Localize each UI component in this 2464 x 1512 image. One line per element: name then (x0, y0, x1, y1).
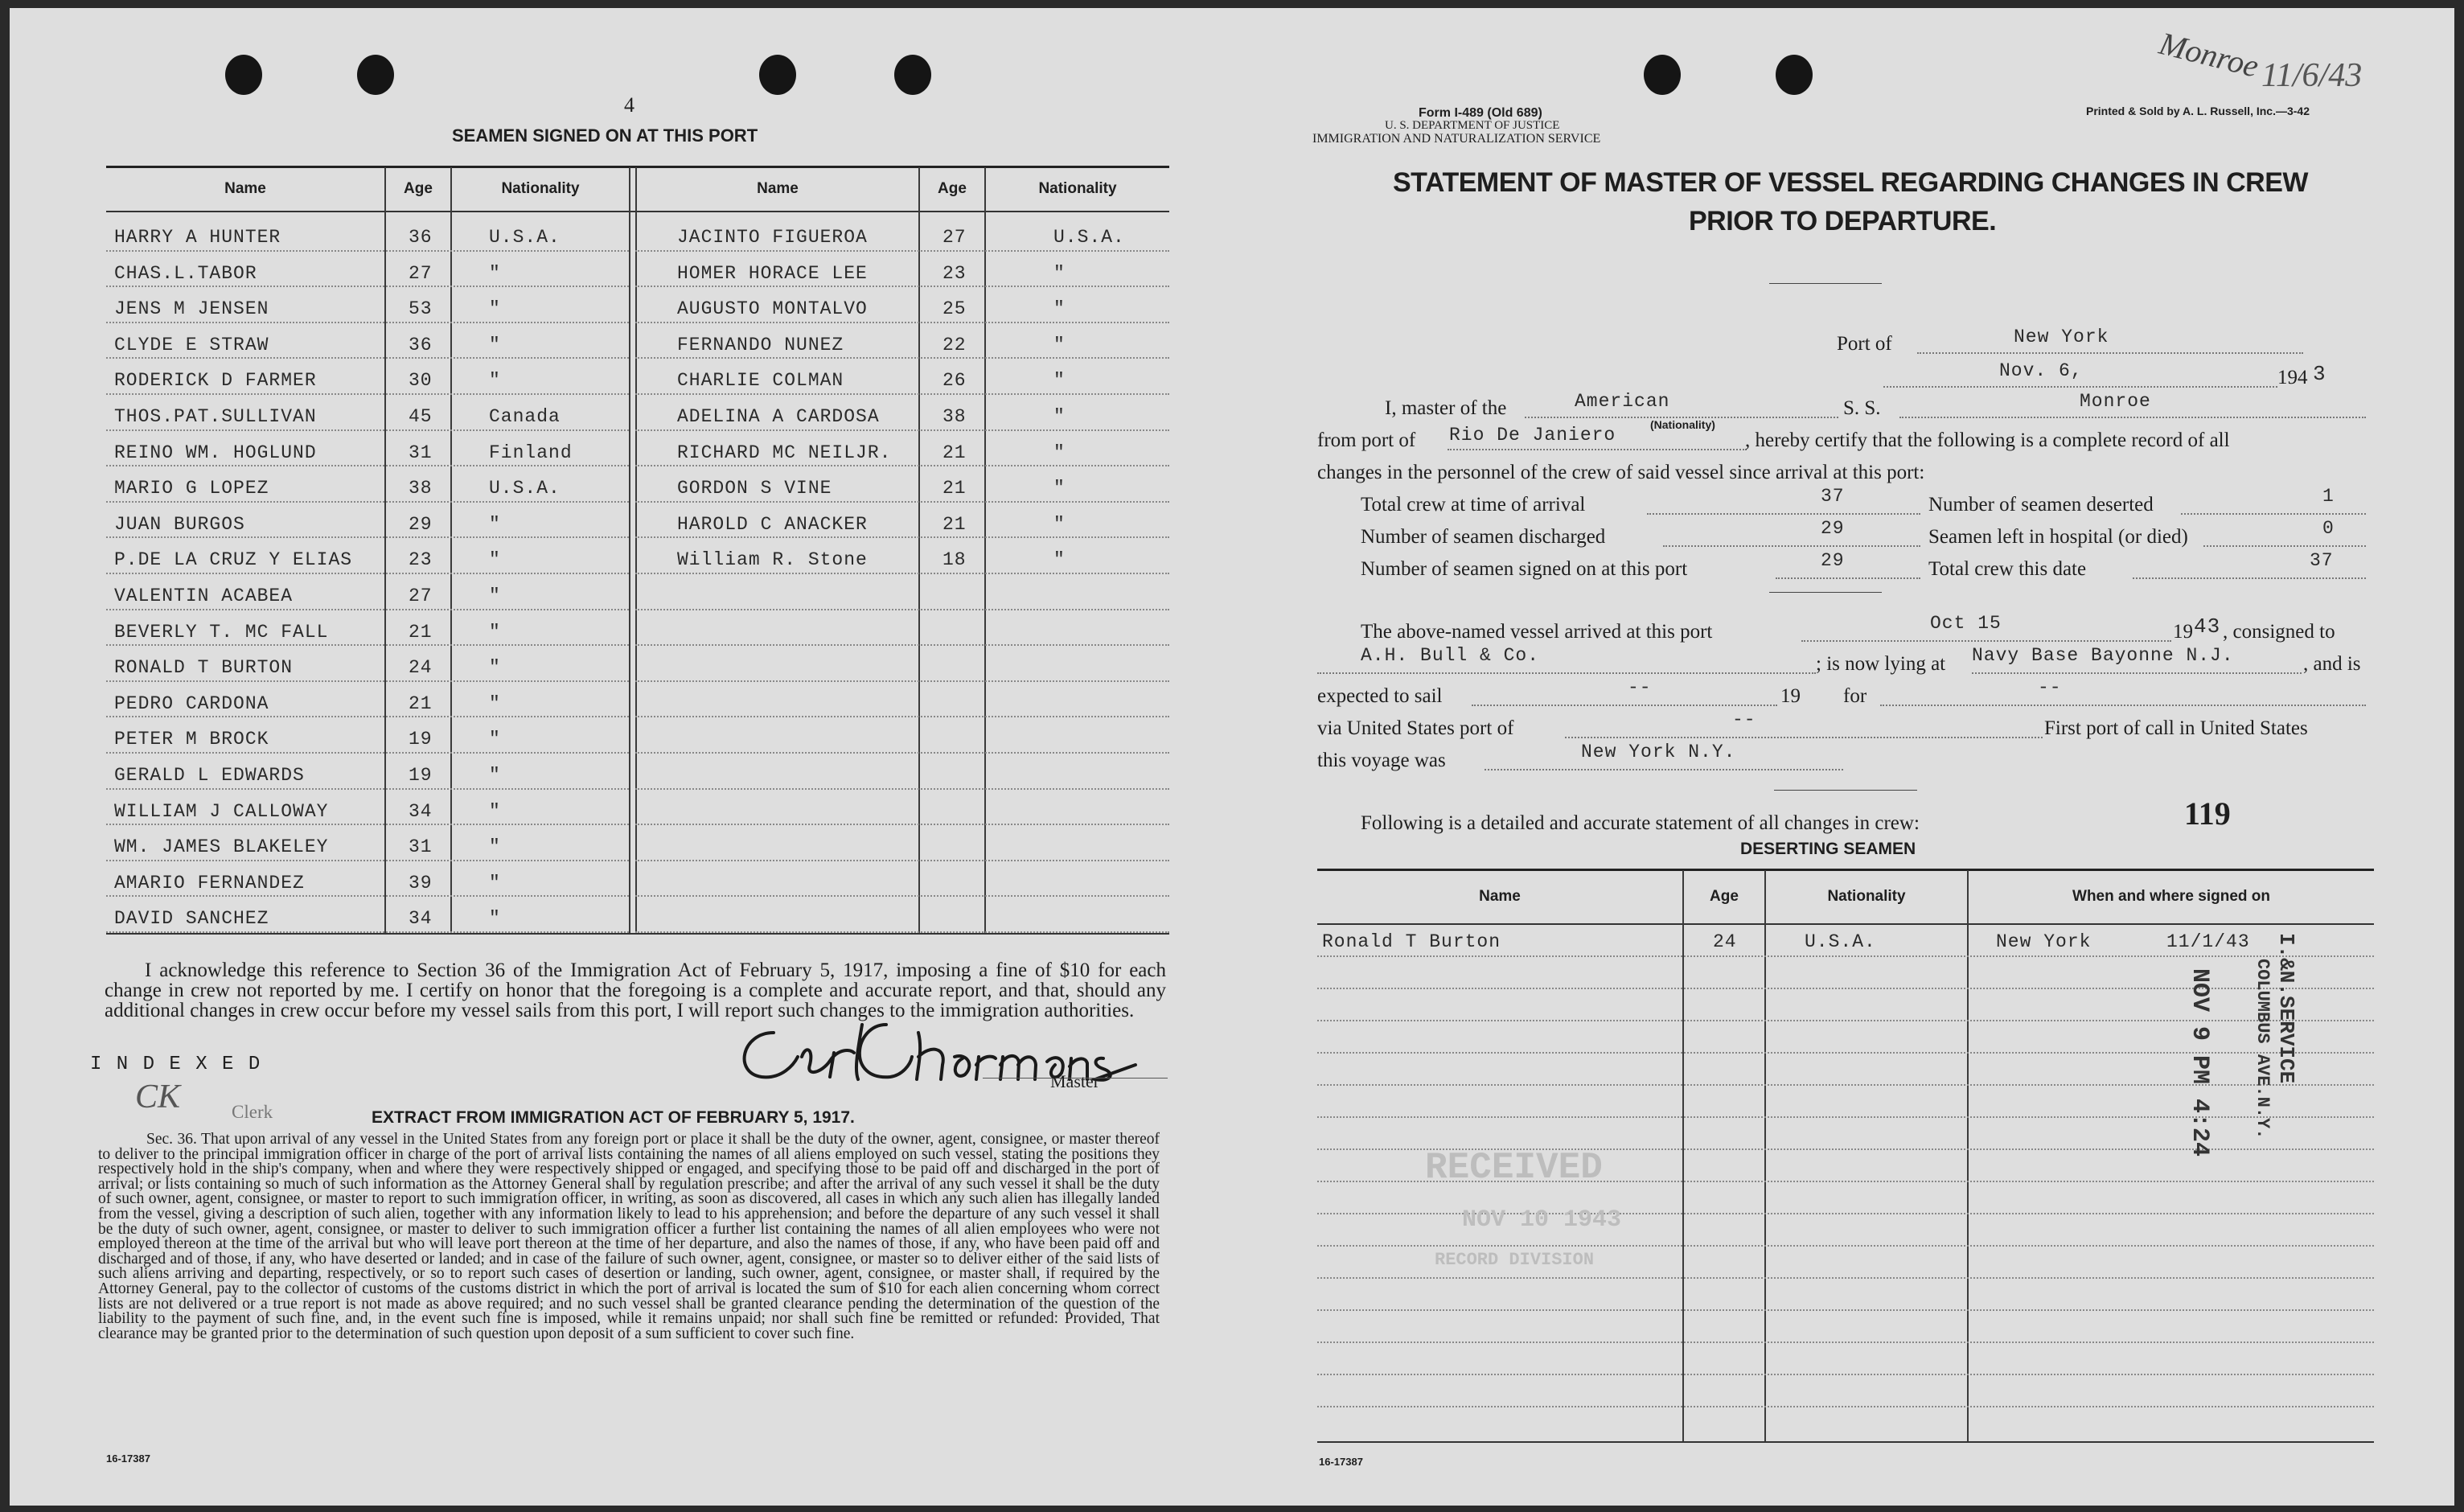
divider (1769, 592, 1882, 593)
crew-age: 21 (409, 622, 433, 643)
row-rule (1317, 1116, 2374, 1118)
fill-line (1448, 449, 1747, 450)
indexed-label: I N D E X E D (90, 1054, 262, 1075)
clerk-label: Clerk (232, 1102, 273, 1122)
divider (1774, 790, 1917, 791)
col-divider (629, 167, 630, 933)
port-value: New York (2014, 327, 2109, 347)
col-header-age: Age (1710, 888, 1739, 905)
crew-name: HARRY A HUNTER (114, 227, 281, 248)
fill-line (1663, 545, 1920, 547)
crew-age: 21 (942, 442, 967, 463)
crew-name: AMARIO FERNANDEZ (114, 873, 305, 894)
form-id: Form I-489 (Old 689) (1419, 106, 1542, 120)
col-header-when-where: When and where signed on (2072, 888, 2270, 905)
service-stamp-address: COLUMBUS AVE.N.Y. (2253, 959, 2273, 1140)
crew-name: HOMER HORACE LEE (677, 263, 868, 284)
crew-name: PETER M BROCK (114, 729, 269, 750)
service-stamp-time: NOV 9 PM 4:24 (2186, 968, 2213, 1157)
row-rule (635, 860, 1169, 861)
row-rule (635, 752, 1169, 754)
master-label: I, master of the (1385, 397, 1507, 419)
row-rule (635, 465, 1169, 466)
nationality-value: American (1575, 391, 1670, 412)
total-arrival-value: 37 (1821, 486, 1845, 507)
crew-nationality: " (489, 765, 501, 786)
crew-name: PEDRO CARDONA (114, 693, 269, 714)
year-prefix: 194 (2277, 367, 2308, 388)
sail-date: -- (1628, 677, 1652, 698)
row-rule (635, 429, 1169, 431)
col-divider (984, 167, 986, 933)
crew-age: 21 (942, 478, 967, 499)
extract-title: EXTRACT FROM IMMIGRATION ACT OF FEBRUARY 5, 1917. (372, 1108, 855, 1127)
row-rule (106, 931, 629, 933)
col-header-age: Age (404, 180, 433, 197)
row-rule (1317, 1245, 2374, 1247)
fill-line (1647, 513, 1920, 515)
arrived-year-prefix: 19 (2173, 621, 2193, 643)
total-date-value: 37 (2310, 550, 2334, 571)
form-code: 16-17387 (106, 1452, 150, 1465)
row-rule (1317, 1052, 2374, 1054)
crew-nationality: " (1053, 514, 1066, 535)
crew-name: DAVID SANCHEZ (114, 908, 269, 929)
col-header-name: Name (224, 180, 266, 197)
row-rule (106, 716, 629, 717)
row-rule (106, 573, 629, 574)
row-rule (106, 644, 629, 646)
department: U. S. DEPARTMENT OF JUSTICE (1385, 119, 1560, 132)
discharged-label: Number of seamen discharged (1361, 526, 1606, 548)
crew-name: JENS M JENSEN (114, 298, 269, 319)
crew-name: THOS.PAT.SULLIVAN (114, 406, 317, 427)
crew-nationality: Finland (489, 442, 573, 463)
document-number: 119 (2184, 795, 2231, 832)
row-rule (106, 788, 629, 790)
from-port-label: from port of (1317, 429, 1416, 451)
arrived-year: 43 (2194, 614, 2221, 639)
crew-name: WM. JAMES BLAKELEY (114, 836, 329, 857)
punch-hole (1776, 55, 1813, 95)
received-stamp-date: NOV 10 1943 (1462, 1206, 1622, 1234)
page-number: 4 (624, 93, 634, 117)
crew-nationality: U.S.A. (489, 478, 561, 499)
row-rule (1317, 1406, 2374, 1407)
fill-line (1485, 769, 1843, 770)
received-stamp: RECEIVED (1425, 1147, 1603, 1189)
for-label: for (1843, 685, 1867, 707)
row-rule (106, 286, 629, 287)
deserter-when: 11/1/43 (2166, 931, 2250, 952)
table-top-border (106, 166, 1169, 168)
fill-line (1880, 705, 2366, 706)
crew-age: 21 (942, 514, 967, 535)
crew-age: 25 (942, 298, 967, 319)
crew-name: HAROLD C ANACKER (677, 514, 868, 535)
arrived-date: Oct 15 (1930, 613, 2002, 634)
crew-nationality: " (489, 298, 501, 319)
first-port-label: First port of call in United States (2044, 717, 2308, 739)
deserted-label: Number of seamen deserted (1928, 494, 2154, 516)
deserted-value: 1 (2322, 486, 2335, 507)
fill-line (1917, 352, 2303, 354)
crew-name: RONALD T BURTON (114, 657, 294, 678)
row-rule (635, 393, 1169, 395)
row-rule (635, 609, 1169, 610)
row-rule (106, 429, 629, 431)
crew-nationality: " (489, 801, 501, 822)
row-rule (635, 895, 1169, 897)
crew-age: 23 (942, 263, 967, 284)
row-rule (635, 680, 1169, 682)
lying-label: ; is now lying at (1816, 653, 1946, 675)
ss-label: S. S. (1843, 397, 1881, 419)
date-value: Nov. 6, (1999, 360, 2083, 381)
col-divider (384, 167, 386, 933)
crew-nationality: " (489, 657, 501, 678)
punch-hole (894, 55, 931, 95)
crew-age: 36 (409, 227, 433, 248)
col-header-name: Name (1479, 888, 1521, 905)
hospital-label: Seamen left in hospital (or died) (1928, 526, 2188, 548)
row-rule (106, 501, 629, 503)
year-suffix: 3 (2313, 362, 2326, 386)
col-header-nationality: Nationality (1038, 180, 1117, 197)
fill-line (1899, 417, 2366, 418)
crew-age: 22 (942, 335, 967, 355)
crew-nationality: " (489, 585, 501, 606)
crew-name: GERALD L EDWARDS (114, 765, 305, 786)
crew-nationality: " (489, 693, 501, 714)
row-rule (635, 788, 1169, 790)
voyage-label: this voyage was (1317, 750, 1446, 771)
row-rule (1317, 1277, 2374, 1279)
crew-nationality: " (489, 514, 501, 535)
row-rule (1317, 1374, 2374, 1375)
row-rule (106, 357, 629, 359)
row-rule (1317, 1341, 2374, 1343)
table-bottom-border (1317, 1441, 2374, 1443)
service: IMMIGRATION AND NATURALIZATION SERVICE (1312, 132, 1601, 146)
row-rule (106, 393, 629, 395)
crew-nationality: " (1053, 406, 1066, 427)
crew-name: WILLIAM J CALLOWAY (114, 801, 329, 822)
crew-age: 45 (409, 406, 433, 427)
table-top-border (1317, 869, 2374, 871)
crew-age: 23 (409, 549, 433, 570)
crew-nationality: " (1053, 335, 1066, 355)
handwritten-note: Monroe (2155, 24, 2263, 84)
crew-nationality: " (489, 873, 501, 894)
row-rule (635, 644, 1169, 646)
document-sheet (10, 8, 2454, 1506)
row-rule (1317, 1309, 2374, 1311)
handwritten-date: 11/6/43 (2261, 57, 2363, 94)
master-label: Master (1050, 1071, 1100, 1091)
crew-name: William R. Stone (677, 549, 868, 570)
row-rule (106, 860, 629, 861)
col-header-age: Age (938, 180, 967, 197)
crew-age: 21 (409, 693, 433, 714)
crew-nationality: " (1053, 442, 1066, 463)
crew-age: 38 (942, 406, 967, 427)
arrived-label: The above-named vessel arrived at this port (1361, 621, 1713, 643)
row-rule (106, 465, 629, 466)
crew-name: CHAS.L.TABOR (114, 263, 257, 284)
crew-age: 27 (409, 585, 433, 606)
crew-age: 27 (409, 263, 433, 284)
crew-name: CLYDE E STRAW (114, 335, 269, 355)
total-date-label: Total crew this date (1928, 558, 2087, 580)
fill-line (1565, 737, 2043, 738)
fill-line (1776, 577, 1920, 579)
crew-name: VALENTIN ACABEA (114, 585, 294, 606)
fill-line (2133, 577, 2366, 579)
crew-name: MARIO G LOPEZ (114, 478, 269, 499)
sail-year: 19 (1780, 685, 1801, 707)
master-signature (725, 1009, 1176, 1097)
sail-label: expected to sail (1317, 685, 1443, 707)
for-value: -- (2038, 677, 2062, 698)
crew-age: 26 (942, 370, 967, 391)
divider (1769, 283, 1882, 284)
form-title-line1: STATEMENT OF MASTER OF VESSEL REGARDING CHANGES IN CREW (1393, 167, 2308, 198)
row-rule (106, 536, 629, 538)
fill-line (1472, 705, 1777, 706)
crew-nationality: " (1053, 549, 1066, 570)
crew-age: 34 (409, 908, 433, 929)
col-divider (918, 167, 920, 933)
row-rule (635, 250, 1169, 252)
from-port-value: Rio De Janiero (1449, 425, 1616, 446)
crew-age: 27 (942, 227, 967, 248)
crew-name: RICHARD MC NEILJR. (677, 442, 892, 463)
row-rule (635, 573, 1169, 574)
row-rule (106, 680, 629, 682)
crew-name: P.DE LA CRUZ Y ELIAS (114, 549, 353, 570)
crew-nationality: " (1053, 370, 1066, 391)
form-title-line2: PRIOR TO DEPARTURE. (1689, 206, 1997, 236)
crew-age: 29 (409, 514, 433, 535)
nationality-caption: (Nationality) (1650, 418, 1715, 431)
row-rule (635, 716, 1169, 717)
table-header-border (106, 211, 1169, 212)
received-stamp-division: RECORD DIVISION (1435, 1250, 1595, 1270)
crew-nationality: U.S.A. (1053, 227, 1125, 248)
crew-name: REINO WM. HOGLUND (114, 442, 317, 463)
punch-hole (759, 55, 796, 95)
crew-nationality: " (1053, 298, 1066, 319)
crew-age: 19 (409, 765, 433, 786)
lying-value: Navy Base Bayonne N.J. (1972, 645, 2234, 666)
row-rule (635, 286, 1169, 287)
deserter-nationality: U.S.A. (1805, 931, 1876, 952)
crew-name: JUAN BURGOS (114, 514, 245, 535)
certify-text: , hereby certify that the following is a complete record of all (1745, 429, 2230, 451)
col-header-name: Name (757, 180, 799, 197)
crew-age: 53 (409, 298, 433, 319)
crew-name: CHARLIE COLMAN (677, 370, 844, 391)
consignee-value: A.H. Bull & Co. (1361, 645, 1540, 666)
crew-age: 24 (409, 657, 433, 678)
crew-age: 30 (409, 370, 433, 391)
left-table-title: SEAMEN SIGNED ON AT THIS PORT (452, 125, 758, 146)
crew-age: 36 (409, 335, 433, 355)
col-divider (635, 167, 637, 933)
crew-age: 31 (409, 442, 433, 463)
form-code: 16-17387 (1319, 1456, 1363, 1468)
discharged-value: 29 (1821, 518, 1845, 539)
fill-line (1317, 672, 1816, 674)
row-rule (635, 501, 1169, 503)
deserting-title: DESERTING SEAMEN (1740, 840, 1916, 858)
crew-age: 39 (409, 873, 433, 894)
fill-line (2203, 545, 2366, 547)
crew-age: 18 (942, 549, 967, 570)
row-rule (635, 824, 1169, 825)
crew-nationality: " (489, 622, 501, 643)
row-rule (1317, 1084, 2374, 1086)
crew-name: ADELINA A CARDOSA (677, 406, 880, 427)
crew-nationality: " (489, 836, 501, 857)
row-rule (106, 895, 629, 897)
col-divider (450, 167, 452, 933)
voyage-value: New York N.Y. (1581, 742, 1736, 762)
hospital-value: 0 (2322, 518, 2335, 539)
signed-on-label: Number of seamen signed on at this port (1361, 558, 1688, 580)
crew-age: 34 (409, 801, 433, 822)
crew-age: 31 (409, 836, 433, 857)
crew-age: 19 (409, 729, 433, 750)
table-bottom-border (106, 933, 1169, 935)
row-rule (106, 609, 629, 610)
col-header-nationality: Nationality (1827, 888, 1906, 905)
row-rule (635, 322, 1169, 323)
crew-name: GORDON S VINE (677, 478, 832, 499)
punch-hole (225, 55, 262, 95)
row-rule (1317, 988, 2374, 989)
via-value: -- (1732, 709, 1756, 730)
changes-text: changes in the personnel of the crew of said vessel since arrival at this port: (1317, 462, 1925, 483)
fill-line (1972, 672, 2302, 674)
and-is: , and is (2303, 653, 2361, 675)
row-rule (106, 250, 629, 252)
acknowledgement-text: I acknowledge this reference to Section 36 of the Immigration Act of February 5, 1917, imposing a fine of $10 for each change in crew not reported by me. I certify on honor that the foregoing is a complete and accurate report, and that, should any additional changes in crew occur before my vessel sails from this port, I will report such changes to the immigration authorities. (105, 959, 1166, 1021)
fill-line (2181, 513, 2366, 515)
crew-name: RODERICK D FARMER (114, 370, 317, 391)
crew-name: FERNANDO NUNEZ (677, 335, 844, 355)
crew-nationality: " (489, 263, 501, 284)
consigned-label: , consigned to (2223, 621, 2335, 643)
punch-hole (357, 55, 394, 95)
total-arrival-label: Total crew at time of arrival (1361, 494, 1586, 516)
deserter-name: Ronald T Burton (1322, 931, 1501, 952)
col-header-nationality: Nationality (501, 180, 580, 197)
crew-nationality: " (489, 549, 501, 570)
crew-nationality: " (1053, 478, 1066, 499)
following-text: Following is a detailed and accurate statement of all changes in crew: (1361, 812, 1920, 834)
crew-age: 38 (409, 478, 433, 499)
table-header-border (1317, 923, 2374, 925)
crew-nationality: " (489, 908, 501, 929)
row-rule (1317, 955, 2374, 957)
row-rule (106, 322, 629, 323)
printer-credit: Printed & Sold by A. L. Russell, Inc.—3-42 (2086, 105, 2310, 117)
vessel-name: Monroe (2080, 391, 2151, 412)
port-label: Port of (1837, 333, 1892, 355)
deserter-where: New York (1996, 931, 2092, 952)
fill-line (1801, 640, 2171, 642)
signed-on-value: 29 (1821, 550, 1845, 571)
fill-line (1883, 386, 2277, 388)
crew-name: BEVERLY T. MC FALL (114, 622, 329, 643)
row-rule (106, 752, 629, 754)
crew-name: AUGUSTO MONTALVO (677, 298, 868, 319)
crew-nationality: " (489, 335, 501, 355)
row-rule (1317, 1020, 2374, 1021)
clerk-initials: CK (135, 1079, 181, 1116)
row-rule (635, 931, 1169, 933)
crew-nationality: " (489, 370, 501, 391)
extract-text: Sec. 36. That upon arrival of any vessel in the United States from any foreign port or place it shall be the duty of the owner, agent, consignee, or master thereof to deliver to the principal immigration officer in charge of the port of arrival lists containing the names of all aliens employed on such vessel, stating the positions they respectively hold in the ship's company, when and where they were respectively shipped or engaged, and specifying those to be paid off and discharged in the port of arrival; or lists containing so much of such information as the Attorney General shall by regulation prescribe; and after the arrival of any such vessel it shall be the duty of such owner, agent, consignee, or master to report to such immigration officer, in writing, as soon as discovered, all cases in which any such alien has illegally landed from the vessel, giving a description of such alien, together with any information likely to lead to his apprehension; and before the departure of any such vessel it shall be the duty of such owner, agent, consignee, or master to deliver to such immigration officer a further list containing the names of all alien employees who were not employed thereon at the time of the arrival but who will leave port thereon at the time of her departure, and also the names of those, if any, who have been paid off and discharged and of those, if any, who have deserted or landed; and in case of the failure of such owner, agent, consignee, or master so to deliver either of the said lists of such aliens arriving and departing, respectively, or so to report such cases of desertion or landing, such owner, agent, consignee, or master shall, if required by the Attorney General, pay to the collector of customs of the customs district in which the port of arrival is located the sum of $10 for each alien concerning whom correct lists are not delivered or a true report is not made as above required; and no such vessel shall be granted clearance pending the determination of the question of the liability to the payment of such fine, and, in the event such fine is imposed, while it remains unpaid; nor shall such fine be remitted or refunded: Provided, That clearance may be granted prior to the determination of such question upon deposit of a sum sufficient to cover such fine. (98, 1131, 1160, 1342)
row-rule (635, 536, 1169, 538)
row-rule (635, 357, 1169, 359)
crew-nationality: Canada (489, 406, 561, 427)
crew-nationality: " (489, 729, 501, 750)
deserter-age: 24 (1713, 931, 1737, 952)
punch-hole (1644, 55, 1681, 95)
service-stamp: I.&N.SERVICE (2274, 933, 2298, 1084)
row-rule (106, 824, 629, 825)
crew-nationality: U.S.A. (489, 227, 561, 248)
crew-name: JACINTO FIGUEROA (677, 227, 868, 248)
via-label: via United States port of (1317, 717, 1514, 739)
crew-nationality: " (1053, 263, 1066, 284)
